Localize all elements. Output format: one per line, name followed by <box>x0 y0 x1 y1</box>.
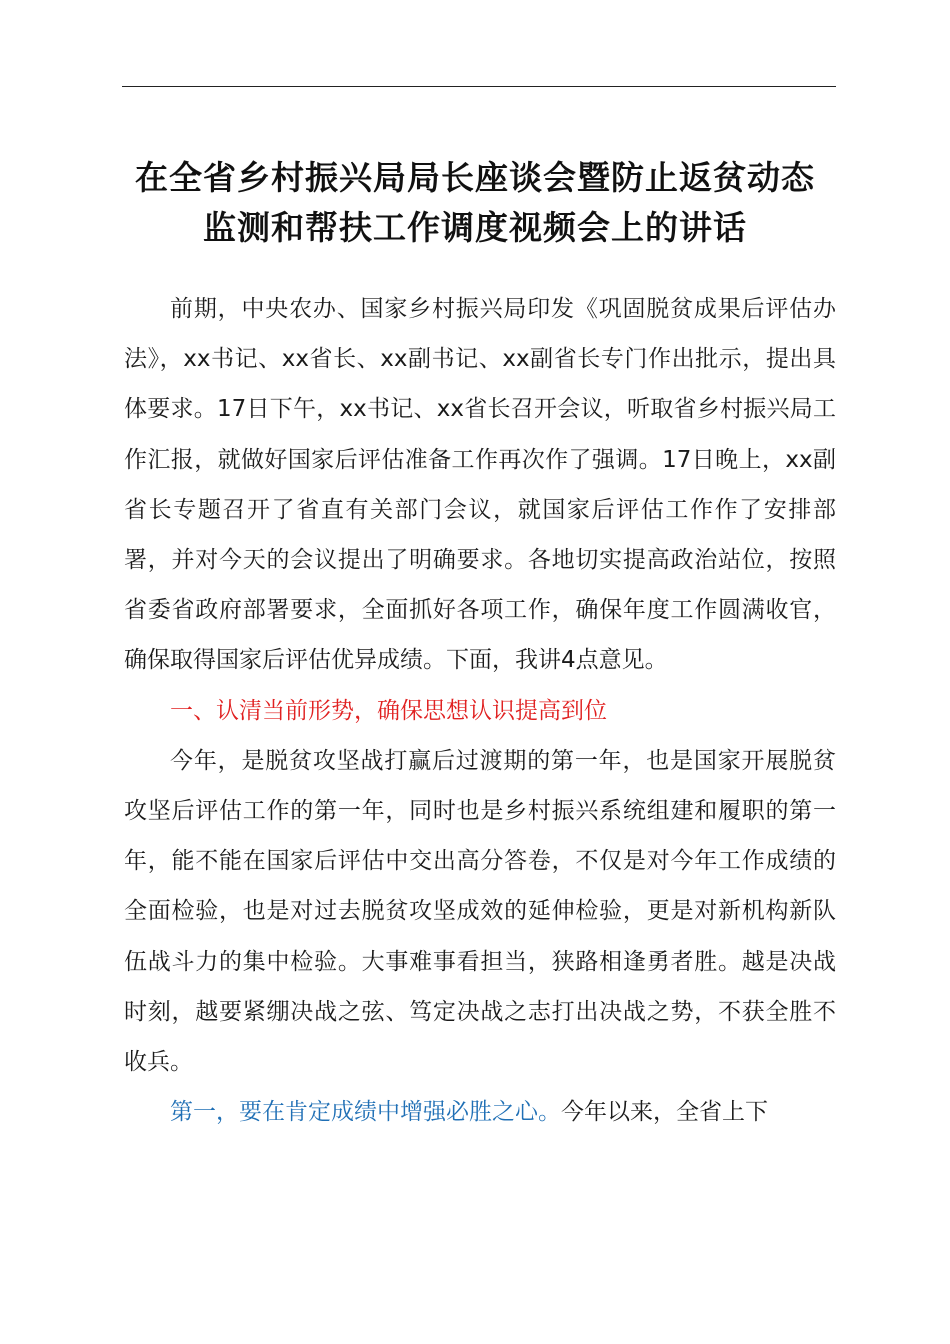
document-title-line-1: 在全省乡村振兴局局长座谈会暨防止返贫动态 <box>135 158 815 197</box>
paragraph-first-point <box>124 1087 836 1137</box>
header-rule <box>122 86 836 87</box>
document-title-line-2: 监测和帮扶工作调度视频会上的讲话 <box>203 208 747 247</box>
document-body <box>124 284 836 1137</box>
first-point-text: 今年以来，全省上下 <box>561 1099 768 1126</box>
first-point-lead: 第一，要在肯定成绩中增强必胜之心。 <box>170 1099 561 1126</box>
paragraph-situation: 今年，是脱贫攻坚战打赢后过渡期的第一年，也是国家开展脱贫攻坚后评估工作的第一年，同时也是乡村振兴系统组建和履职的第一年，能不能在国家后评估中交出高分答卷，不仅是对今年工作成绩的全面检验，也是对过去脱贫攻坚成效的延伸检验，更是对新机构新队伍战斗力的集中检验。大事难事看担当，狭路相逢勇者胜。越是决战时刻，越要紧绷决战之弦、笃定决战之志打出决战之势，不获全胜不收兵。 <box>124 747 836 1076</box>
paragraph-intro: 前期，中央农办、国家乡村振兴局印发《巩固脱贫成果后评估办法》，xx书记、xx省长、xx副书记、xx副省长专门作出批示，提出具体要求。17日下午，xx书记、xx省长召开会议，听取省乡村振兴局工作汇报，就做好国家后评估准备工作再次作了强调。17日晚上，xx副省长专题召开了省直有关部门会议，就国家后评估工作作了安排部署，并对今天的会议提出了明确要求。各地切实提高政治站位，按照省委省政府部署要求，全面抓好各项工作，确保年度工作圆满收官，确保取得国家后评估优异成绩。下面，我讲4点意见。 <box>124 296 836 674</box>
section-heading-1: 一、认清当前形势，确保思想认识提高到位 <box>170 697 607 724</box>
